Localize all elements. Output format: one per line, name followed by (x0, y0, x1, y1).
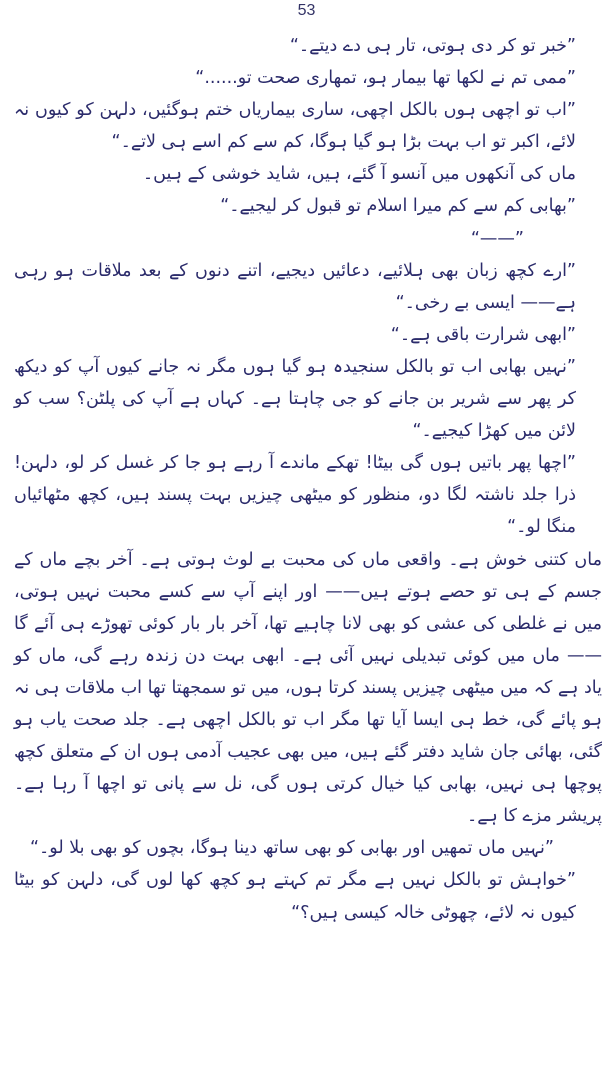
paragraph-2: ”ممی تم نے لکھا تھا بیمار ہو، تمھاری صحت تو......“ (195, 68, 576, 89)
paragraph-10: ”اچھا پھر باتیں ہوں گی بیٹا! تھکے ماندے آ رہے ہو جا کر غسل کر لو، دلہن! ذرا جلد ناشتہ لگا دو، منظور کو میٹھی چیزیں بہت پسند ہیں، کچھ مٹھائیاں منگا لو۔“ (14, 453, 576, 538)
paragraph-11: ماں کتنی خوش ہے۔ واقعی ماں کی محبت بے لوث ہوتی ہے۔ آخر بچے ماں کے جسم کے ہی تو حصے ہوتے ہیں—— اور اپنے آپ سے کسے محبت نہیں ہوتی، میں نے غلطی کی عشی کو بھی لانا چاہیے تھا، آخر بار بار کوئی تھوڑے ہی آئے گا—— ماں میں کوئی تبدیلی نہیں آئی ہے۔ ابھی بہت دن زندہ رہے گی، ماں کو یاد ہے کہ میں میٹھی چیزیں پسند کرتا ہوں، میں تو سمجھتا تھا اب ملاقات ہی نہ ہو پائے گی، خط ہی ایسا آیا تھا مگر اب تو بالکل اچھی ہے۔ جلد صحت یاب ہو گئی، بھائی جان شاید دفتر گئے ہیں، میں بھی عجیب آدمی ہوں ان کے متعلق کچھ پوچھا ہی نہیں، بھابی کیا خیال کرتی ہوں گی، نل سے پانی تو اچھا آ رہا ہے۔ پریشر مزے کا ہے۔ (14, 549, 602, 827)
page-number: 53 (297, 2, 316, 19)
paragraph-6: ”——“ (470, 228, 524, 249)
paragraph-7: ”ارے کچھ زبان بھی ہلائیے، دعائیں دیجیے، اتنے دنوں کے بعد ملاقات ہو رہی ہے—— ایسی بے رخی۔“ (14, 260, 576, 313)
paragraph-5: ”بھابی کم سے کم میرا اسلام تو قبول کر لیجیے۔“ (220, 196, 576, 217)
paragraph-12: ”نہیں ماں تمھیں اور بھابی کو بھی ساتھ دینا ہوگا، بچوں کو بھی بلا لو۔“ (29, 838, 554, 859)
page-text (14, 30, 602, 929)
paragraph-8: ”ابھی شرارت باقی ہے۔“ (390, 324, 576, 345)
paragraph-4: ماں کی آنکھوں میں آنسو آ گئے، ہیں، شاید خوشی کے ہیں۔ (142, 164, 576, 185)
paragraph-13: ”خواہش تو بالکل نہیں ہے مگر تم کہتے ہو کچھ کھا لوں گی، دلہن کو بیٹا کیوں نہ لائے، چھوٹی خالہ کیسی ہیں؟“ (14, 870, 576, 923)
paragraph-1: ”خبر تو کر دی ہوتی، تار ہی دے دیتے۔“ (289, 36, 576, 56)
paragraph-3: ”اب تو اچھی ہوں بالکل اچھی، ساری بیماریاں ختم ہوگئیں، دلہن کو کیوں نہ لائے، اکبر تو اب بہت بڑا ہو گیا ہوگا، کم سے کم اسے ہی لاتے۔“ (14, 100, 576, 153)
paragraph-9: ”نہیں بھابی اب تو بالکل سنجیدہ ہو گیا ہوں مگر نہ جانے کیوں آپ کو دیکھ کر پھر سے شریر بن جانے کو جی چاہتا ہے۔ کہاں ہے آپ کی پلٹن؟ سب کو لائن میں کھڑا کیجیے۔“ (14, 356, 576, 442)
